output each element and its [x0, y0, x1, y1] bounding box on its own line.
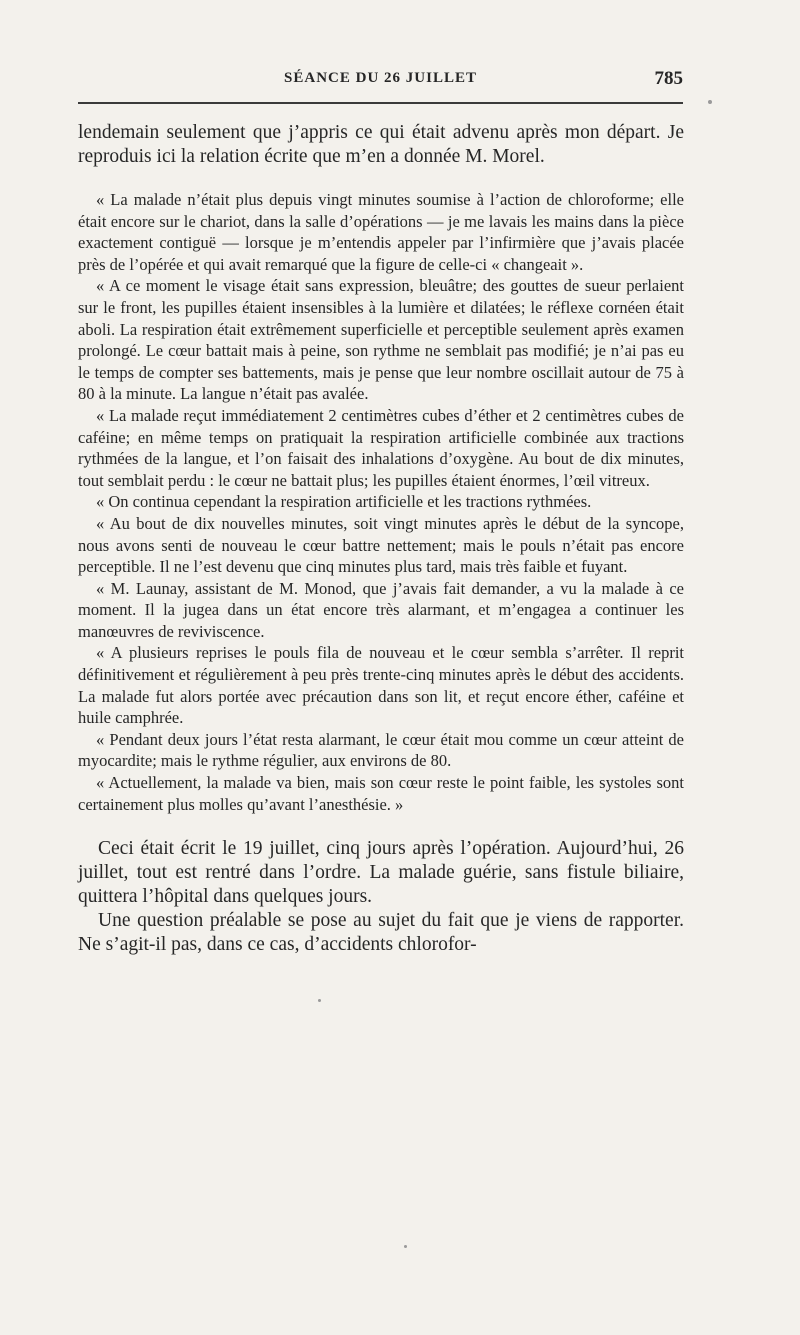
quote-paragraph: « Au bout de dix nouvelles minutes, soit vingt minutes après le début de la syncope, nous avons senti de nouveau le cœur battre nettement; mais le pouls n’était pas encore perceptible. Il ne l’est devenu que cinq minutes plus tard, mais très faible et fuyant. [78, 513, 684, 577]
quote-paragraph: « La malade n’était plus depuis vingt minutes soumise à l’action de chloroforme; elle était encore sur le chariot, dans la salle d’opérations — je me lavais les mains dans la pièce exactement contiguë — lorsque je m’entendis appeler par l’infirmière que j’avais placée près de l’opérée et qui avait remarqué que la figure de celle-ci « changeait ». [78, 190, 684, 274]
quote-paragraph: « Pendant deux jours l’état resta alarmant, le cœur était mou comme un cœur atteint de myocardite; mais le rythme régulier, aux environs de 80. [78, 729, 684, 771]
paper-speck [404, 1245, 407, 1248]
quote-paragraph: « La malade reçut immédiatement 2 centimètres cubes d’éther et 2 centimètres cubes de caféine; en même temps on pratiquait la respiration artificielle combinée aux tractions rythmées de la langue, et l’on faisait des inhalations d’oxygène. Au bout de dix minutes, tout semblait perdu : le cœur ne battait plus; les pupilles étaient énormes, l’œil vitreux. [78, 405, 684, 490]
body-paragraph: Ceci était écrit le 19 juillet, cinq jours après l’opération. Aujourd’hui, 26 juillet, tout est rentré dans l’ordre. La malade guérie, sans fistule biliaire, quittera l’hôpital dans quelques jours. [78, 838, 684, 908]
running-head [78, 70, 683, 94]
body-text [78, 121, 684, 957]
quote-paragraph: « Actuellement, la malade va bien, mais son cœur reste le point faible, les systoles sont certainement plus molles qu’avant l’anesthésie. » [78, 773, 684, 814]
body-paragraph: Une question préalable se pose au sujet du fait que je viens de rapporter. Ne s’agit-il pas, dans ce cas, d’accidents chlorofor- [78, 910, 684, 956]
page-number: 785 [654, 68, 683, 89]
paragraph-continuation: lendemain seulement que j’appris ce qui était advenu après mon départ. Je reproduis ici la relation écrite que m’en a donnée M. Morel. [78, 122, 684, 167]
quote-paragraph: « M. Launay, assistant de M. Monod, que j’avais fait demander, a vu la malade à ce moment. Il la jugea dans un état encore très alarmant, et m’engagea a continuer les manœuvres de reviviscence. [78, 578, 684, 641]
paper-speck [708, 100, 712, 104]
running-title: SÉANCE DU 26 JUILLET [284, 70, 477, 86]
quote-paragraph: « A plusieurs reprises le pouls fila de nouveau et le cœur sembla s’arrêter. Il reprit définitivement et régulièrement à peu près trente-cinq minutes après le début des accidents. La malade fut alors portée avec précaution dans son lit, et reçut encore éther, caféine et huile camphrée. [78, 643, 684, 728]
quote-paragraph: « On continua cependant la respiration artificielle et les tractions rythmées. [96, 492, 592, 512]
header-rule [78, 102, 683, 104]
quote-paragraph: « A ce moment le visage était sans expression, bleuâtre; des gouttes de sueur perlaient sur le front, les pupilles étaient insensibles à la lumière et dilatées; le réflexe cornéen était aboli. La respiration était extrêmement superficielle et perceptible seulement après examen prolongé. Le cœur battait mais à peine, son rythme ne semblait pas modifié; je n’ai pas eu le temps de compter ses battements, mais je pense que leur nombre oscillait autour de 75 à 80 à la minute. La langue n’était pas avalée. [78, 276, 684, 404]
paper-speck [318, 999, 321, 1002]
